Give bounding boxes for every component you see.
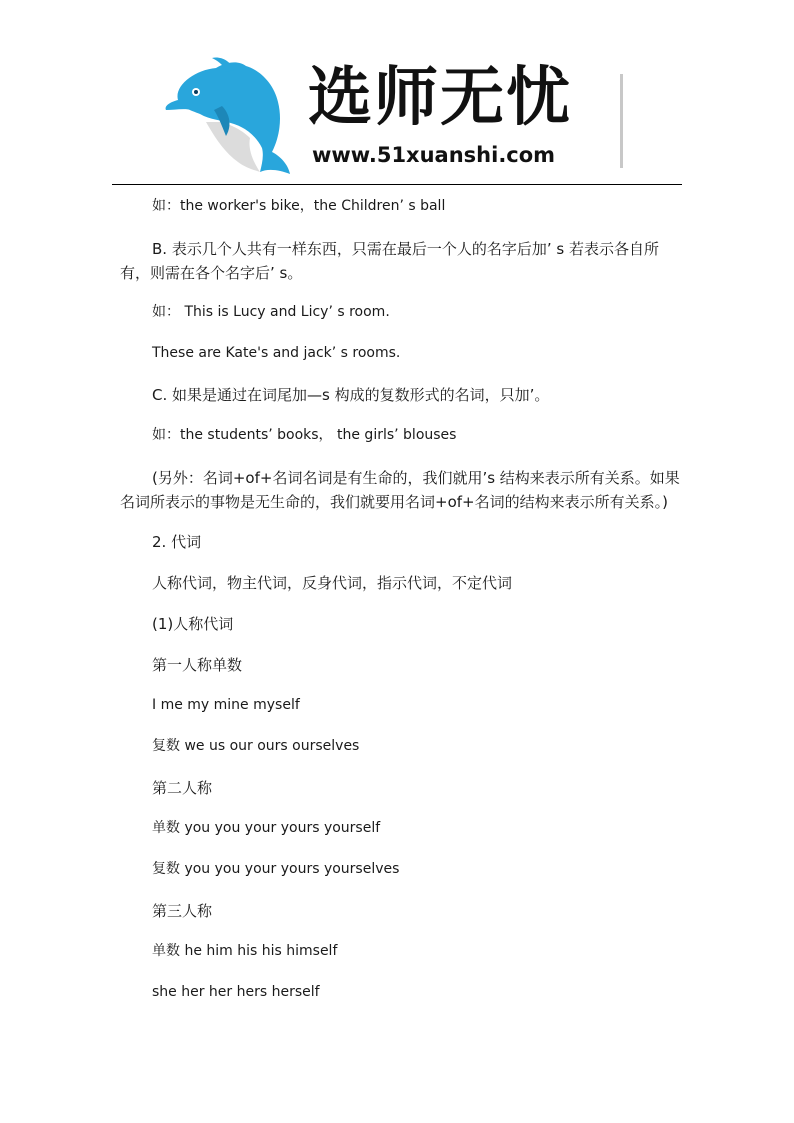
rule-paragraph-c: C. 如果是通过在词尾加—s 构成的复数形式的名词，只加’。: [152, 386, 550, 404]
header-rule: [112, 184, 682, 185]
example-paragraph: 如：the worker's bike，the Children’ s ball: [152, 198, 446, 214]
person-heading: 第二人称: [152, 779, 213, 797]
dolphin-logo-icon: [164, 56, 294, 182]
example-paragraph: 如： This is Lucy and Licy’ s room.: [152, 304, 390, 320]
section-heading: 2. 代词: [152, 533, 202, 551]
pronoun-row: she her her hers herself: [152, 984, 320, 1000]
logo-url: www.51xuanshi.com: [312, 143, 556, 167]
rule-paragraph-b: B. 表示几个人共有一样东西，只需在最后一个人的名字后加’ s 若表示各自所有，则需在各个名字后’ s。: [120, 240, 659, 282]
logo-title: 选师无忧: [308, 61, 572, 135]
pronoun-row: 复数 you you your yours yourselves: [152, 861, 400, 877]
page-header: [112, 50, 682, 185]
pronoun-row: 复数 we us our ours ourselves: [152, 738, 360, 754]
person-heading: 第三人称: [152, 902, 213, 920]
logo-divider: [620, 74, 623, 168]
subsection-heading: (1)人称代词: [152, 615, 234, 633]
pronoun-row: I me my mine myself: [152, 697, 300, 713]
example-paragraph: 如：the students’ books， the girls’ blouses: [152, 427, 457, 443]
pronoun-row: 单数 you you your yours yourself: [152, 820, 381, 836]
example-paragraph: These are Kate's and jack’ s rooms.: [152, 345, 401, 361]
note-paragraph: (另外：名词+of+名词名词是有生命的，我们就用’s 结构来表示所有关系。如果名词所表示的事物是无生命的，我们就要用名词+of+名词的结构来表示所有关系。): [120, 469, 680, 511]
document-body: [120, 196, 680, 1023]
person-heading: 第一人称单数: [152, 656, 243, 674]
pronoun-row: 单数 he him his his himself: [152, 943, 338, 959]
pronoun-types: 人称代词，物主代词，反身代词，指示代词，不定代词: [152, 574, 513, 592]
